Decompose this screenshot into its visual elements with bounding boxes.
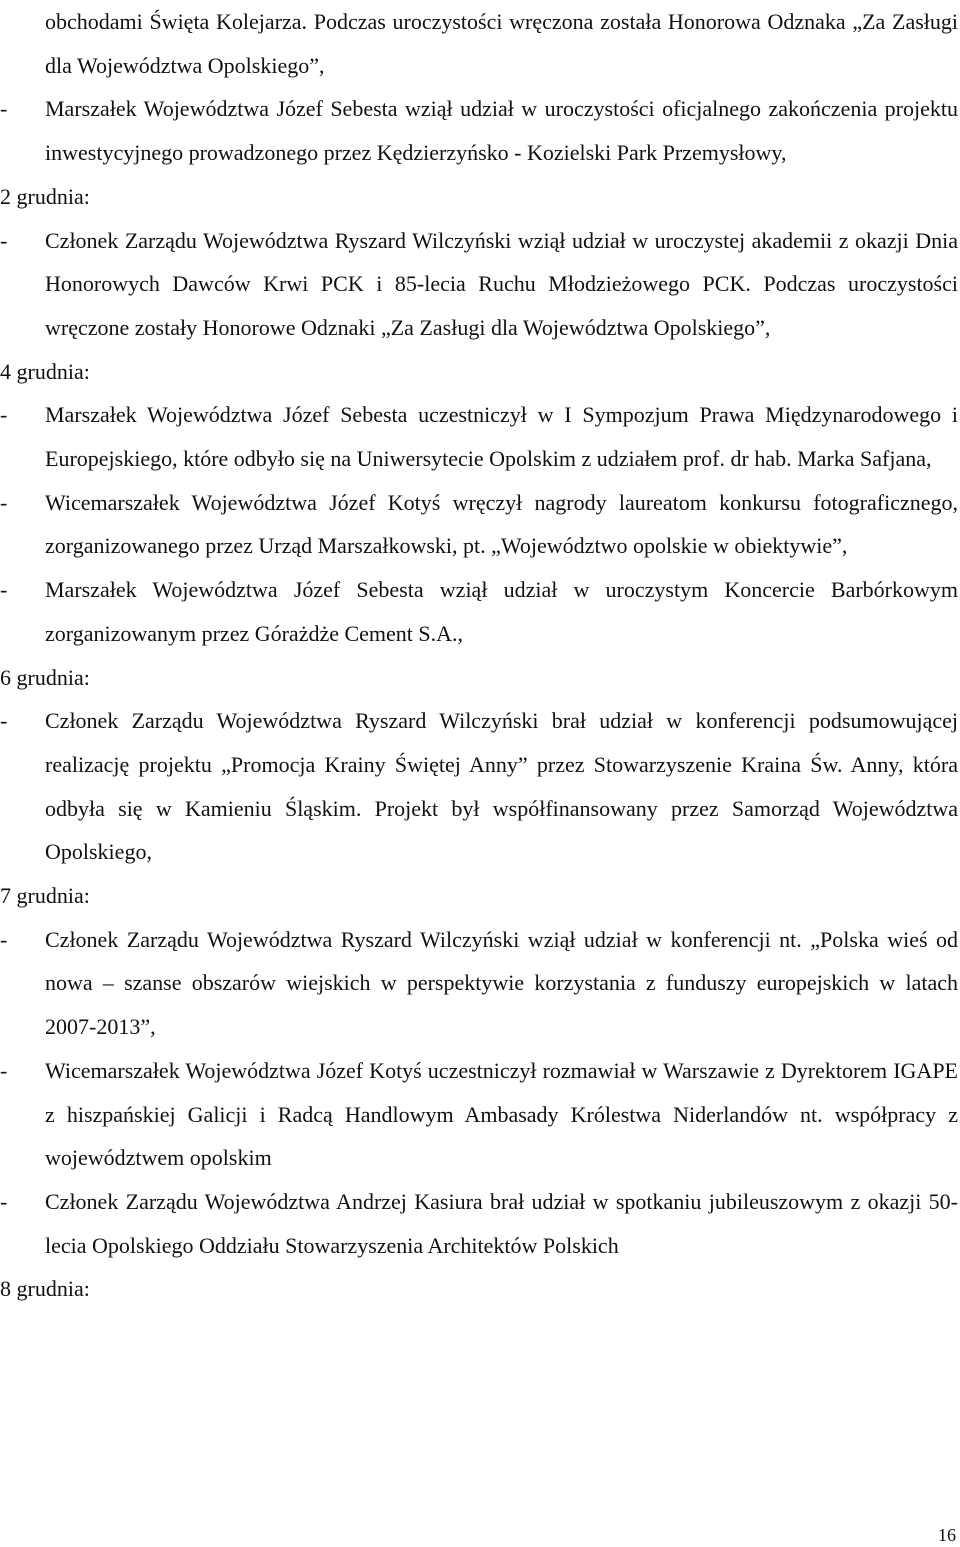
list-item (0, 918, 958, 1049)
date-heading: 6 grudnia: (0, 664, 90, 690)
list-dash: - (0, 708, 8, 734)
list-item (0, 1180, 958, 1267)
list-item-text: Członek Zarządu Województwa Ryszard Wilczyński brał udział w konferencji podsumowującej realizację projektu „Promocja Krainy Świętej Anny” przez Stowarzyszenie Kraina Św. Anny, która odbyła się w Kamieniu Śląskim. Projekt był współfinansowany przez Samorząd Województwa Opolskiego, (45, 708, 958, 865)
list-dash: - (0, 577, 8, 603)
page-number: 16 (938, 1525, 956, 1545)
list-dash: - (0, 227, 8, 253)
list-item-text: Marszałek Województwa Józef Sebesta uczestniczył w I Sympozjum Prawa Międzynarodowego i Europejskiego, które odbyło się na Uniwersytecie Opolskim z udziałem prof. dr hab. Marka Safjana, (45, 402, 958, 472)
date-heading: 8 grudnia: (0, 1276, 90, 1302)
list-item (0, 219, 958, 350)
continued-paragraph: obchodami Święta Kolejarza. Podczas uroczystości wręczona została Honorowa Odznaka „Za Zasługi dla Województwa Opolskiego”, (45, 9, 958, 78)
list-dash: - (0, 96, 8, 122)
list-item-text: Członek Zarządu Województwa Ryszard Wilczyński wziął udział w konferencji nt. „Polska wieś od nowa – szanse obszarów wiejskich w perspektywie korzystania z funduszy europejskich w latach 2007-2013”, (45, 926, 958, 1040)
list-item-text: Marszałek Województwa Józef Sebesta wziął udział w uroczystym Koncercie Barbórkowym zorganizowanym przez Górażdże Cement S.A., (45, 577, 958, 646)
list-dash: - (0, 1057, 8, 1083)
list-item-text: Wicemarszałek Województwa Józef Kotyś wręczył nagrody laureatom konkursu fotograficznego, zorganizowanego przez Urząd Marszałkowski, pt. „Województwo opolskie w obiektywie”, (45, 489, 958, 559)
date-heading: 4 grudnia: (0, 358, 90, 384)
list-item (0, 699, 958, 874)
list-dash: - (0, 402, 8, 428)
list-item (0, 481, 958, 568)
list-item-text: Członek Zarządu Województwa Ryszard Wilczyński wziął udział w uroczystej akademii z okazji Dnia Honorowych Dawców Krwi PCK i 85-lecia Ruchu Młodzieżowego PCK. Podczas uroczystości wręczone zostały Honorowe Odznaki „Za Zasługi dla Województwa Opolskiego”, (45, 227, 958, 340)
list-item-text: Marszałek Województwa Józef Sebesta wziął udział w uroczystości oficjalnego zakończenia projektu inwestycyjnego prowadzonego przez Kędzierzyńsko - Kozielski Park Przemysłowy, (45, 96, 958, 166)
list-dash: - (0, 926, 8, 952)
list-item (0, 568, 958, 655)
list-item-text: Wicemarszałek Województwa Józef Kotyś uczestniczył rozmawiał w Warszawie z Dyrektorem IGAPE z hiszpańskiej Galicji i Radcą Handlowym Ambasady Królestwa Niderlandów nt. współpracy z województwem opolskim (45, 1057, 958, 1171)
list-item (0, 393, 958, 480)
date-heading: 7 grudnia: (0, 883, 90, 909)
list-item-text: Członek Zarządu Województwa Andrzej Kasiura brał udział w spotkaniu jubileuszowym z okazji 50-lecia Opolskiego Oddziału Stowarzyszenia Architektów Polskich (45, 1188, 958, 1258)
list-item (0, 87, 958, 174)
list-dash: - (0, 489, 8, 515)
list-dash: - (0, 1188, 8, 1214)
date-heading: 2 grudnia: (0, 183, 90, 209)
list-item (0, 1049, 958, 1180)
